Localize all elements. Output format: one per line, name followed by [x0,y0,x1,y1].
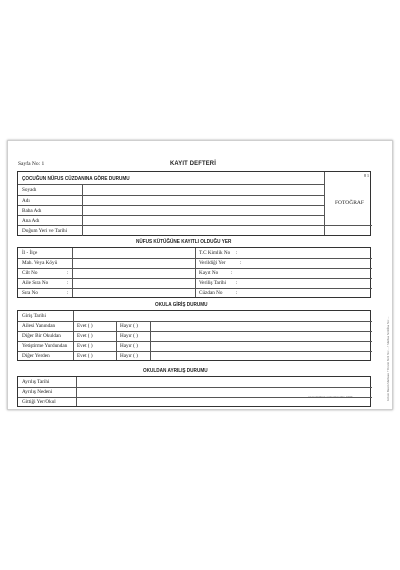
giris-section [17,310,371,361]
giris-hayir-3[interactable]: Hayır ( ) [120,343,138,349]
kutuk-label-aile-sira: Aile Sıra No [22,280,49,286]
kutuk-label-tc: T.C Kimlik No [199,250,231,256]
kutuk-label-cuzdan: Cüzdan No [199,290,223,296]
kutuk-label-cilt: Cilt No [22,270,38,276]
kutuk-section: İl - İlçe Mah. Veya Köyü Cilt No : Aile Sıra No : Sıra No : T.C Kimlik No : Verildiği Yer : Kayıt No : Veriliş Tarihi : Cüzdan No : [17,247,371,298]
ayrilis-section-header: OKULDAN AYRILIŞ DURUMU [143,368,208,374]
footer-imprint: www.mathesi.com • Sıra No: 1000 [308,395,353,399]
kutuk-label-kayit: Kayıt No [199,270,219,276]
giris-evet-1[interactable]: Evet ( ) [77,323,93,329]
cuzdan-row-soyadi[interactable]: Soyadı [18,184,324,195]
printer-side-note: Güven Basım Matbaası • Ticaret Sicil No: ... • Matbaa Sertifika No: ... [386,316,390,401]
register-form-sheet [7,140,393,410]
giris-hayir-1[interactable]: Hayır ( ) [120,323,138,329]
giris-label-tarih: Giriş Tarihi [22,313,46,319]
giris-hayir-4[interactable]: Hayır ( ) [120,353,138,359]
giris-evet-2[interactable]: Evet ( ) [77,333,93,339]
ayrilis-label-neden: Ayrılış Nedeni [22,389,53,395]
kutuk-label-il-ilce: İl - İlçe [22,250,38,256]
giris-label-diger-yer: Diğer Yerden [22,353,50,359]
form-title: KAYIT DEFTERİ [169,160,217,167]
cuzdan-section [17,171,371,236]
page-number: Sayfa No: 1 [18,161,45,167]
ayrilis-label-tarih: Ayrılış Tarihi [22,379,50,385]
kutuk-label-sira: Sıra No [22,290,38,296]
giris-label-aile: Ailesi Yanından [22,323,56,329]
cuzdan-row-baba-adi[interactable]: Baba Adı [18,205,324,215]
ayrilis-label-gittigi-yer: Gittiği Yer/Okul [22,399,56,405]
cuzdan-section-header: ÇOCUĞUN NÜFUS CÜZDANINA GÖRE DURUMU [22,176,130,182]
cuzdan-row-adi[interactable]: Adı [18,195,324,205]
kutuk-label-verilis-tarihi: Veriliş Tarihi [199,280,227,286]
corner-mark: 8 1 [364,173,369,178]
giris-evet-3[interactable]: Evet ( ) [77,343,93,349]
giris-evet-4[interactable]: Evet ( ) [77,353,93,359]
cuzdan-row-dogum[interactable]: Doğum Yeri ve Tarihi [18,225,372,235]
giris-label-diger-okul: Diğer Bir Okuldan [22,333,61,339]
kutuk-section-header: NÜFUS KÜTÜĞÜNE KAYITLI OLDUĞU YER [136,239,232,245]
kutuk-label-verildigi-yer: Verildiği Yer [199,260,226,266]
ayrilis-section [17,376,371,407]
giris-hayir-2[interactable]: Hayır ( ) [120,333,138,339]
photo-box-label: FOTOĞRAF [335,200,364,206]
giris-label-yurt: Yetiştirme Yurdundan [22,343,68,349]
giris-section-header: OKULA GİRİŞ DURUMU [155,302,208,308]
kutuk-label-mahalle: Mah. Veya Köyü [22,260,58,266]
cuzdan-row-ana-adi[interactable]: Ana Adı [18,215,324,225]
